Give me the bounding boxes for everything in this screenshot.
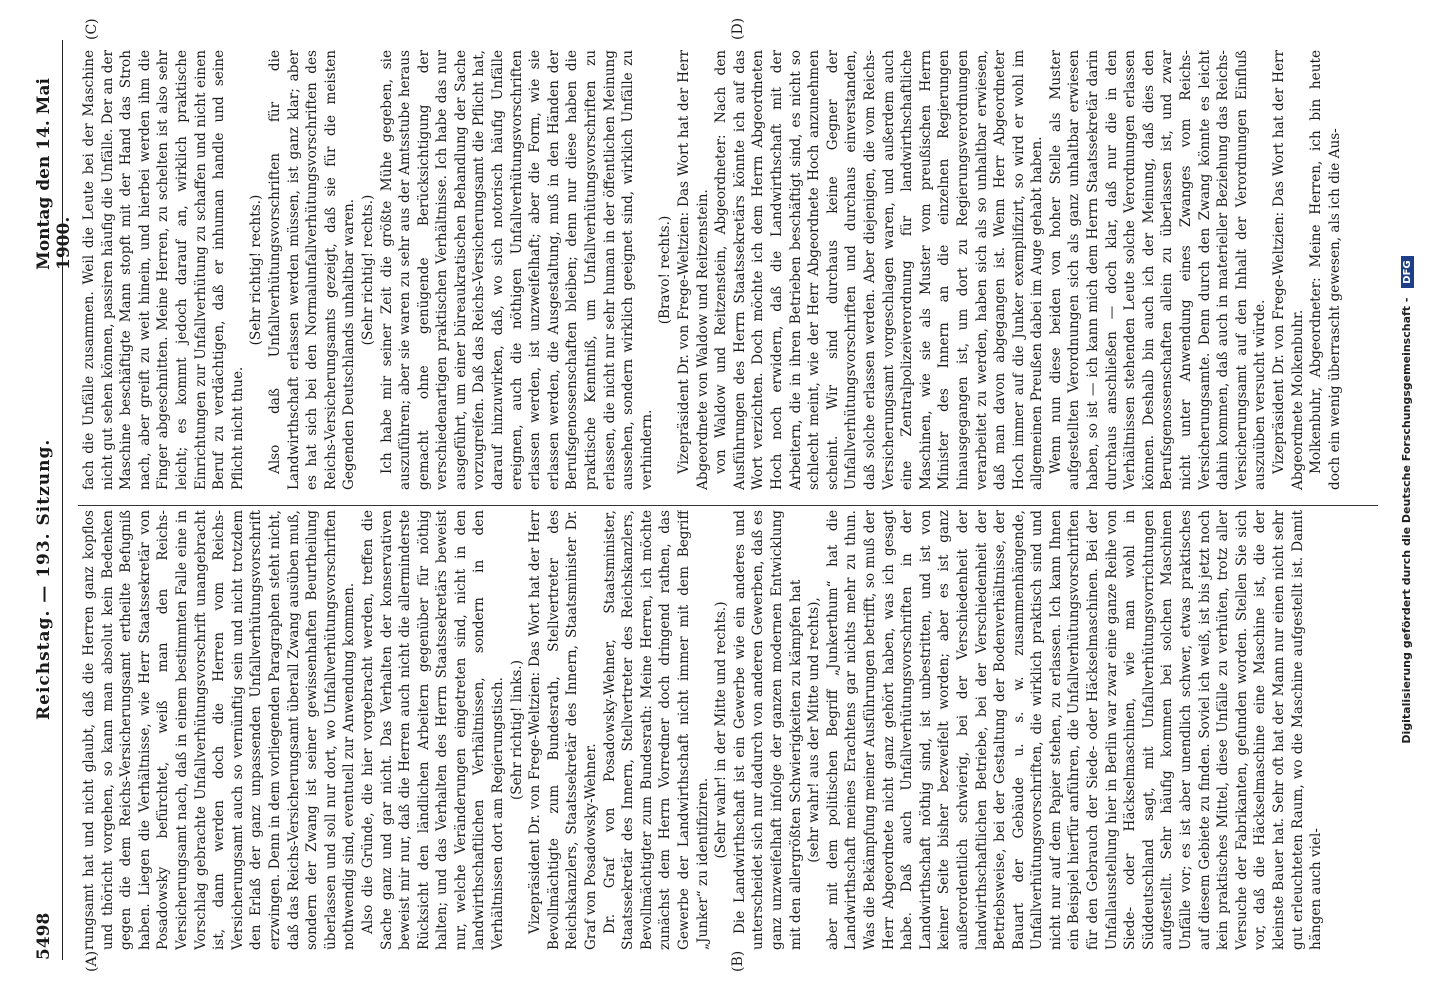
digitization-credit <box>1400 0 1414 1000</box>
margin-marker-c: (C) <box>84 18 100 40</box>
page-title: Reichstag. — 193. Sitzung. <box>34 438 54 720</box>
page-header <box>20 60 74 960</box>
interjection: (Sehr wahr! in der Mitte und rechts.) <box>713 601 730 859</box>
paragraph: Also daß Unfallverhütungsvorschriften für die Landwirthschaft erlassen werden müssen, ist ganz klar; aber es hat sich bei den Normalunfallverhütungsvorschriften des Reichs-Versicherungsamts gezeigt, daß sie für die meisten Gegenden Deutschlands unhaltbar waren. <box>266 50 358 490</box>
page-number: 5498 <box>34 912 54 960</box>
interjection: (Sehr richtig! rechts.) <box>248 194 265 346</box>
margin-marker-a: (A) <box>84 950 100 972</box>
speaker-paragraph: Vizepräsident Dr. von Frege-Weltzien: Das Wort hat der Herr Bevollmächtigte zum Bundesrath, Stellvertreter des Reichskanzlers, Staatssekretär des Innern, Staatsminister Dr. Graf von Posadowsky-Wehner. <box>527 510 600 950</box>
interjection: (Sehr richtig! rechts.) <box>359 194 376 346</box>
header-rule <box>62 40 63 960</box>
speaker-paragraph: Molkenbuhr, Abgeordneter: Meine Herren, ich bin heute doch ein wenig überrascht gewesen, als ich die Aus- <box>1308 50 1343 490</box>
speaker-paragraph: Vizepräsident Dr. von Frege-Weltzien: Das Wort hat der Herr Abgeordnete von Waldow und Reitzenstein. <box>676 50 711 490</box>
speaker-paragraph: Vizepräsident Dr. von Frege-Weltzien: Das Wort hat der Herr Abgeordnete Molkenbuhr. <box>1271 50 1306 490</box>
column-separator <box>78 505 1378 506</box>
paragraph: fach die Unfälle zusammen. Weil die Leute bei der Maschine nicht gut sehen können, passiren häufig die Unfälle. Der an der Maschine beschäftigte Mann stopft mit der Hand das Stroh nach, aber greift zu weit hinein, und hierbei werden ihm die Finger abgeschnitten. Meine Herren, zu schelten ist also sehr leicht; es kommt jedoch darauf an, wirklich praktische Einrichtungen zur Unfallverhütung zu schaffen und nicht einen Beruf zu verdächtigen, daß er inhuman handle und seine Pflicht nicht thue. <box>81 50 246 490</box>
margin-marker-d: (D) <box>730 17 746 40</box>
left-text-column <box>80 510 1370 950</box>
dfg-logo: DFG <box>1401 256 1414 287</box>
speaker-paragraph: Dr. Graf von Posadowsky-Wehner, Staatsminister, Staatssekretär des Innern, Stellvertreter des Reichskanzlers, Bevollmächtigter zum Bundesrath: Meine Herren, ich möchte zunächst dem Herrn Vorredner doch dringend rathen, das Gewerbe der Landwirthschaft nicht immer mit dem Begriff „Junker“ zu identifiziren. <box>601 510 711 950</box>
paragraph: Wenn nun diese beiden von hoher Stelle als Muster aufgestellten Verordnungen sich als ganz unhaltbar erwiesen haben, so ist — ich kann mich dem Herrn Staatssekretär darin durchaus anschließen — doch klar, daß nur die in den Verhältnissen stehenden Leute solche Verordnungen erlassen können. Deshalb bin auch ich der Meinung, daß dies den Berufsgenossenschaften allein zu überlassen ist, und zwar nicht unter Anwendung eines Zwanges vom Reichs-Versicherungsamte. Denn durch den Zwang könnte es leicht dahin kommen, daß auch in materieller Beziehung das Reichs-Versicherungsamt auf den Inhalt der Verordnungen Einfluß auszuüben versucht würde. <box>1047 50 1269 490</box>
paragraph: Die Landwirthschaft ist ein Gewerbe wie ein anderes und unterscheidet sich nur dadurch von anderen Gewerben, daß es ganz unzweifelhaft infolge der ganzen modernen Entwicklung mit den allergrößten Schwierigkeiten zu kämpfen hat <box>731 510 804 950</box>
paragraph: Ich habe mir seiner Zeit die größte Mühe gegeben, sie auszuführen; aber sie waren zu sehr aus der Amtsstube heraus gemacht ohne genügende Berücksichtigung der verschiedenartigen praktischen Verhältnisse. Ich habe das nur ausgeführt, um einer büreaukratischen Behandlung der Sache vorzugreifen. Daß das Reichs-Versicherungsamt die Pflicht hat, darauf hinzuwirken, daß, wo sich notorisch häufig Unfälle ereignen, auch die nöthigen Unfallverhütungsvorschriften erlassen werden, ist unzweifelhaft; aber die Form, wie sie erlassen werden, die Ausgestaltung, muß in den Händen der Berufsgenossenschaften bleiben; denn nur diese haben die praktische Kenntniß, um Unfallverhütungsvorschriften zu erlassen, die nicht nur sehr human in der öffentlichen Meinung aussehen, sondern wirklich geeignet sind, wirklich Unfälle zu verhindern. <box>378 50 655 490</box>
credit-text: Digitalisierung gefördert durch die Deutsche Forschungsgemeinschaft - <box>1400 297 1413 744</box>
paragraph: aber mit dem politischen Begriff „Junkerthum“ hat die Landwirthschaft meines Erachtens gar nichts mehr zu thun. Was die Bekämpfung meiner Ausführungen betrifft, so muß der Herr Abgeordnete nicht ganz gehört haben, was ich gesagt habe. Daß auch Unfallverhütungsvorschriften in der Landwirthschaft nöthig sind, ist unbestritten, und ist von keiner Seite bisher bezweifelt worden; aber es ist ganz außerordentlich schwierig, bei der Verschiedenheit der landwirthschaftlichen Betriebe, bei der Verschiedenheit der Betriebsweise, bei der Gestaltung der Bodenverhältnisse, der Bauart der Gebäude u. s. w. zusammenhängende, Unfallverhütungsvorschriften, die wirklich praktisch sind und nicht nur auf dem Papier stehen, zu erlassen. Ich kann Ihnen ein Beispiel hierfür anführen, die Unfallverhütungsvorschriften für den Gebrauch der Siede- oder Häckselmaschinen. Bei der Unfallausstellung hier in Berlin war zwar eine ganze Reihe von Siede- oder Häckselmaschinen, wie man wohl in Süddeutschland sagt, mit Unfallverhütungsvorrichtungen aufgestellt. Sehr häufig kommen bei solchen Maschinen Unfälle vor; es ist aber unendlich schwer, etwas praktisches auf diesem Gebiete zu finden. Soviel ich weiß, ist bis jetzt noch kein praktisches Mittel, diese Unfälle zu verhüten, trotz aller Versuche der Fabrikanten, gefunden worden. Stellen Sie sich vor, daß die Häckselmaschine eine Maschine ist, die der kleinste Bauer hat. Sehr oft hat der Mann nur einen nicht sehr gut erleuchteten Raum, wo die Maschine aufgestellt ist. Damit hängen auch viel- <box>824 510 1325 950</box>
right-text-column <box>80 50 1370 490</box>
interjection: (sehr wahr! aus der Mitte und rechts), <box>806 597 823 863</box>
session-date: Montag den 14. Mai 1900. <box>34 78 74 270</box>
interjection: (Bravo! rechts.) <box>657 215 674 325</box>
paragraph: Also die Gründe, die hier vorgebracht werden, treffen die Sache ganz und gar nicht. Das Verhalten der konservativen beweist mir nur, daß die Herren auch nicht die allerminderste Rücksicht den ländlichen Arbeitern gegenüber für nöthig halten; und das Verhalten des Herrn Staatssekretärs beweist nur, welche Veränderungen eingetreten sind, nicht in den landwirthschaftlichen Verhältnissen, sondern in den Verhältnissen dort am Regierungstisch. <box>359 510 507 950</box>
speaker-paragraph: von Waldow und Reitzenstein, Abgeordneter: Nach den Ausführungen des Herrn Staatssekretärs könnte ich auf das Wort verzichten. Doch möchte ich dem Herrn Abgeordneten Hoch noch erwidern, daß die Landwirthschaft mit der Arbeitern, die in ihren Betrieben beschäftigt sind, es nicht so schlecht meint, wie der Herr Abgeordnete Hoch anzunehmen scheint. Wir sind durchaus keine Gegner der Unfallverhütungsvorschriften und durchaus einverstanden, daß solche erlassen werden. Aber diejenigen, die vom Reichs-Versicherungsamt vorgeschlagen waren, und außerdem auch eine Zentralpolizeiverordnung für landwirthschaftliche Maschinen, wie sie als Muster vom preußischen Herrn Minister des Innern an die einzelnen Regierungen hinausgegangen ist, um dort zu Regierungsverordnungen verarbeitet zu werden, haben sich als so unhaltbar erwiesen, daß man davon abgegangen ist. Wenn Herr Abgeordneter Hoch immer auf die Junker exemplifizirt, so wird er wohl im allgemeinen Preußen dabei im Auge gehabt haben. <box>713 50 1046 490</box>
margin-marker-b: (B) <box>730 950 746 972</box>
paragraph: rungsamt hat und nicht glaubt, daß die Herren ganz kopflos und thöricht vorgehen, so kann man absolut kein Bedenken gegen die dem Reichs-Versicherungsamt ertheilte Befugniß haben. Liegen die Verhältnisse, wie Herr Staatssekretär von Posadowsky befürchtet, weiß man den Reichs-Versicherungsamt nach, daß in einem bestimmten Falle eine in Vorschlag gebrachte Unfallverhütungsvorschrift unangebracht ist, dann werden doch die Herren vom Reichs-Versicherungsamt auch so vernünftig sein und nicht trotzdem den Erlaß der ganz unpassenden Unfallverhütungsvorschrift erzwingen. Denn in dem vorliegenden Paragraphen steht nicht, daß das Reichs-Versicherungsamt überall Zwang ausüben muß, sondern der Zwang ist seiner gewissenhaften Beurtheilung überlassen und soll nur dort, wo Unfallverhütungsvorschriften nothwendig sind, eventuell zur Anwendung kommen. <box>81 510 358 950</box>
interjection: (Sehr richtig! links.) <box>508 659 525 801</box>
